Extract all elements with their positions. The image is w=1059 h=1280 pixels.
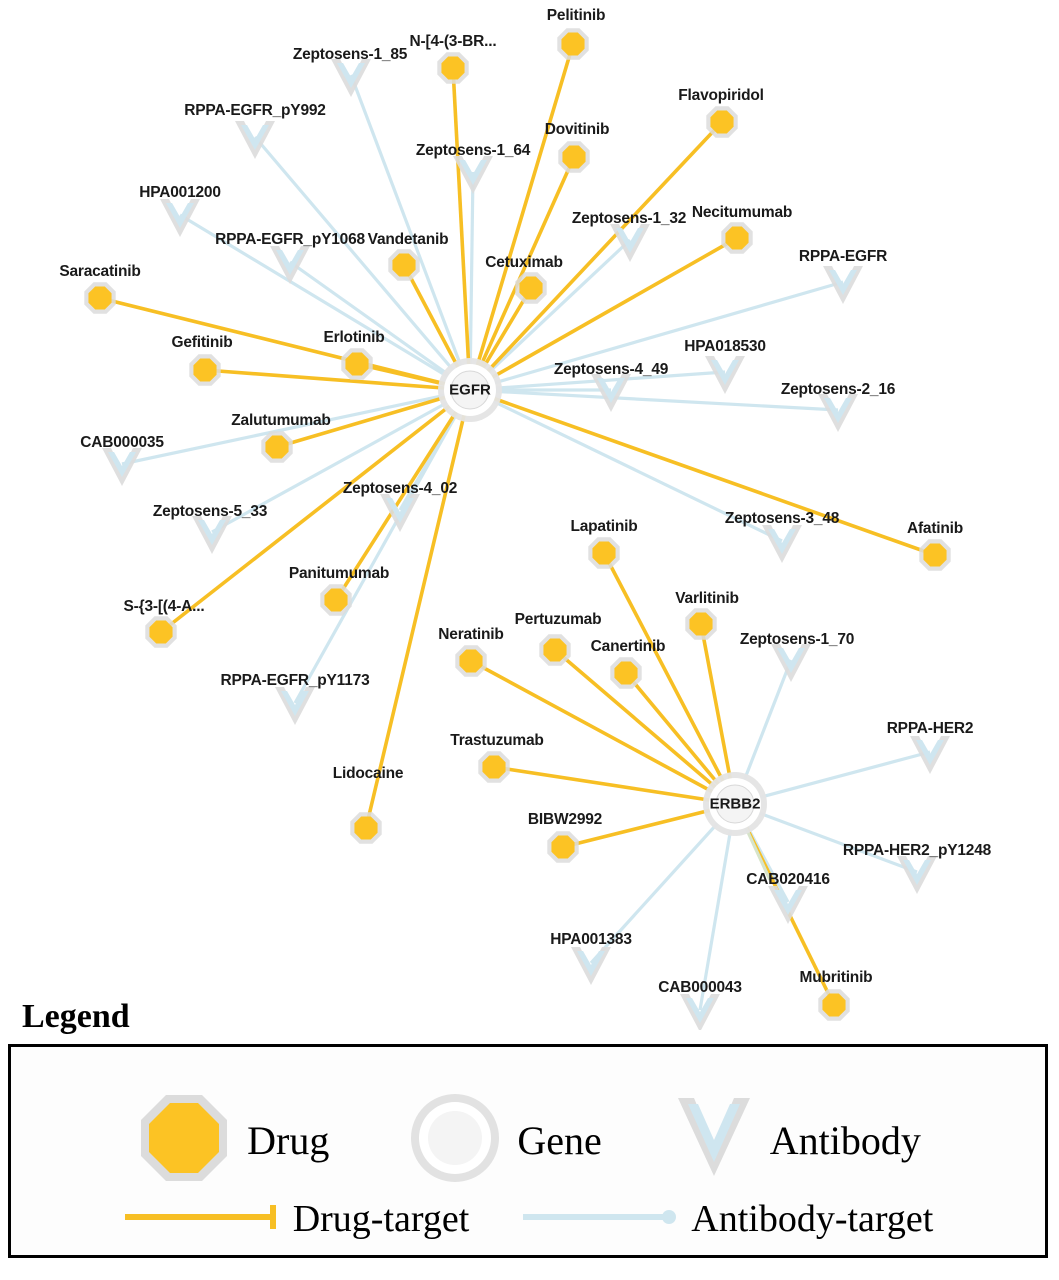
legend-label-antibody-target: Antibody-target bbox=[691, 1198, 934, 1240]
antibody-node[interactable] bbox=[762, 525, 802, 563]
drug-node-label: Cetuximab bbox=[485, 254, 563, 271]
legend-label-antibody: Antibody bbox=[769, 1118, 921, 1163]
drug-node[interactable] bbox=[455, 645, 486, 676]
drug-octagon-icon bbox=[135, 1089, 233, 1192]
drug-node[interactable] bbox=[588, 537, 619, 568]
antibody-node-label: Zeptosens-2_16 bbox=[780, 381, 896, 398]
legend-label-drug-target: Drug-target bbox=[292, 1198, 470, 1240]
antibody-node-label: HPA018530 bbox=[684, 338, 766, 355]
gene-circle-icon bbox=[407, 1090, 503, 1191]
antibody-node-label: Zeptosens-4_02 bbox=[342, 480, 458, 497]
drug-node[interactable] bbox=[539, 634, 570, 665]
drug-node-label: Lapatinib bbox=[570, 518, 638, 535]
legend-item-drug-target bbox=[123, 1197, 470, 1241]
edge-drug-target bbox=[470, 157, 574, 390]
drug-node[interactable] bbox=[547, 831, 578, 862]
gene-node-label: ERBB2 bbox=[709, 795, 761, 813]
antibody-node-label: RPPA-HER2_pY1248 bbox=[842, 842, 992, 859]
antibody-node[interactable] bbox=[818, 394, 858, 432]
antibody-node[interactable] bbox=[270, 246, 310, 284]
edge-drug-target bbox=[366, 390, 470, 828]
drug-node[interactable] bbox=[558, 141, 589, 172]
antibody-node-label: Zeptosens-3_48 bbox=[724, 510, 840, 527]
antibody-node-label: RPPA-EGFR_pY1173 bbox=[220, 672, 370, 689]
drug-node[interactable] bbox=[84, 282, 115, 313]
drug-node[interactable] bbox=[610, 657, 641, 688]
drug-node-label: Vandetanib bbox=[367, 231, 449, 248]
drug-node-label: Pelitinib bbox=[546, 7, 606, 24]
drug-node-label: Gefitinib bbox=[171, 334, 233, 351]
drug-node[interactable] bbox=[557, 28, 588, 59]
drug-node[interactable] bbox=[388, 249, 419, 280]
antibody-node-label: Zeptosens-5_33 bbox=[152, 503, 268, 520]
antibody-node[interactable] bbox=[705, 356, 745, 394]
drug-node-label: Dovitinib bbox=[544, 121, 610, 138]
antibody-chevron-icon bbox=[672, 1090, 756, 1191]
antibody-node[interactable] bbox=[275, 687, 315, 725]
legend bbox=[0, 998, 1059, 1280]
drug-node[interactable] bbox=[919, 539, 950, 570]
antibody-node-label: CAB000043 bbox=[658, 979, 742, 996]
drug-node[interactable] bbox=[818, 989, 849, 1020]
drug-node-label: Necitumumab bbox=[691, 204, 793, 221]
antibody-node[interactable] bbox=[897, 856, 937, 894]
antibody-node-label: Zeptosens-1_70 bbox=[739, 631, 855, 648]
antibody-node[interactable] bbox=[160, 199, 200, 237]
antibody-node[interactable] bbox=[571, 947, 611, 985]
legend-label-gene: Gene bbox=[517, 1118, 602, 1163]
antibody-node-label: HPA001200 bbox=[139, 184, 221, 201]
antibody-node-label: RPPA-EGFR bbox=[798, 248, 888, 265]
gene-node-label: EGFR bbox=[449, 381, 491, 399]
drug-node-label: Flavopiridol bbox=[678, 87, 764, 104]
drug-node-label: Neratinib bbox=[438, 626, 504, 643]
drug-node-label: Panitumumab bbox=[288, 565, 390, 582]
drug-node[interactable] bbox=[261, 431, 292, 462]
drug-node-label: Afatinib bbox=[906, 520, 964, 537]
drug-node[interactable] bbox=[145, 616, 176, 647]
drug-target-edge-icon bbox=[123, 1202, 283, 1237]
drug-node[interactable] bbox=[478, 751, 509, 782]
antibody-node-label: CAB020416 bbox=[746, 871, 830, 888]
drug-node[interactable] bbox=[706, 106, 737, 137]
antibody-node-label: RPPA-EGFR_pY1068 bbox=[215, 231, 365, 248]
antibody-node-label: Zeptosens-1_64 bbox=[415, 142, 531, 159]
drug-node[interactable] bbox=[685, 608, 716, 639]
edge-drug-target bbox=[470, 390, 935, 555]
legend-box bbox=[8, 1044, 1048, 1258]
legend-title: Legend bbox=[22, 998, 130, 1035]
legend-item-antibody bbox=[672, 1090, 921, 1191]
antibody-node-label: Zeptosens-1_85 bbox=[292, 46, 408, 63]
drug-node-label: Pertuzumab bbox=[514, 611, 602, 628]
antibody-node[interactable] bbox=[768, 886, 808, 924]
drug-node-label: Zalutumumab bbox=[231, 412, 331, 429]
drug-node-label: Erlotinib bbox=[323, 329, 385, 346]
legend-item-gene bbox=[407, 1090, 601, 1191]
antibody-node-label: HPA001383 bbox=[550, 931, 632, 948]
antibody-node[interactable] bbox=[331, 59, 371, 97]
drug-node-label: Mubritinib bbox=[799, 969, 873, 986]
legend-item-antibody-target bbox=[521, 1197, 933, 1241]
drug-node[interactable] bbox=[515, 272, 546, 303]
drug-node-label: Trastuzumab bbox=[450, 732, 544, 749]
antibody-node[interactable] bbox=[680, 994, 720, 1030]
drug-node[interactable] bbox=[350, 812, 381, 843]
antibody-target-edge-icon bbox=[521, 1202, 681, 1237]
drug-node-label: Varlitinib bbox=[675, 590, 739, 607]
antibody-node-label: RPPA-HER2 bbox=[886, 720, 974, 737]
drug-node[interactable] bbox=[721, 222, 752, 253]
drug-node-label: Lidocaine bbox=[332, 765, 404, 782]
drug-node[interactable] bbox=[320, 584, 351, 615]
antibody-node-label: CAB000035 bbox=[80, 434, 164, 451]
drug-node[interactable] bbox=[189, 354, 220, 385]
drug-node-label: N-[4-(3-BR... bbox=[409, 33, 497, 50]
antibody-node-label: Zeptosens-4_49 bbox=[553, 361, 669, 378]
antibody-node-label: RPPA-EGFR_pY992 bbox=[184, 102, 326, 119]
edge-antibody-target bbox=[470, 172, 473, 390]
drug-node[interactable] bbox=[437, 52, 468, 83]
antibody-node-label: Zeptosens-1_32 bbox=[571, 210, 687, 227]
antibody-node[interactable] bbox=[771, 644, 811, 682]
legend-label-drug: Drug bbox=[247, 1118, 330, 1163]
edge-drug-target bbox=[453, 68, 470, 390]
drug-node[interactable] bbox=[341, 348, 372, 379]
antibody-node[interactable] bbox=[610, 224, 650, 262]
antibody-node[interactable] bbox=[192, 516, 232, 554]
antibody-node[interactable] bbox=[102, 448, 142, 486]
drug-node-label: Canertinib bbox=[590, 638, 666, 655]
drug-node-label: Saracatinib bbox=[59, 263, 141, 280]
legend-item-drug bbox=[135, 1089, 329, 1192]
drug-node-label: S-{3-[(4-A... bbox=[123, 598, 205, 615]
drug-node-label: BIBW2992 bbox=[527, 811, 603, 828]
